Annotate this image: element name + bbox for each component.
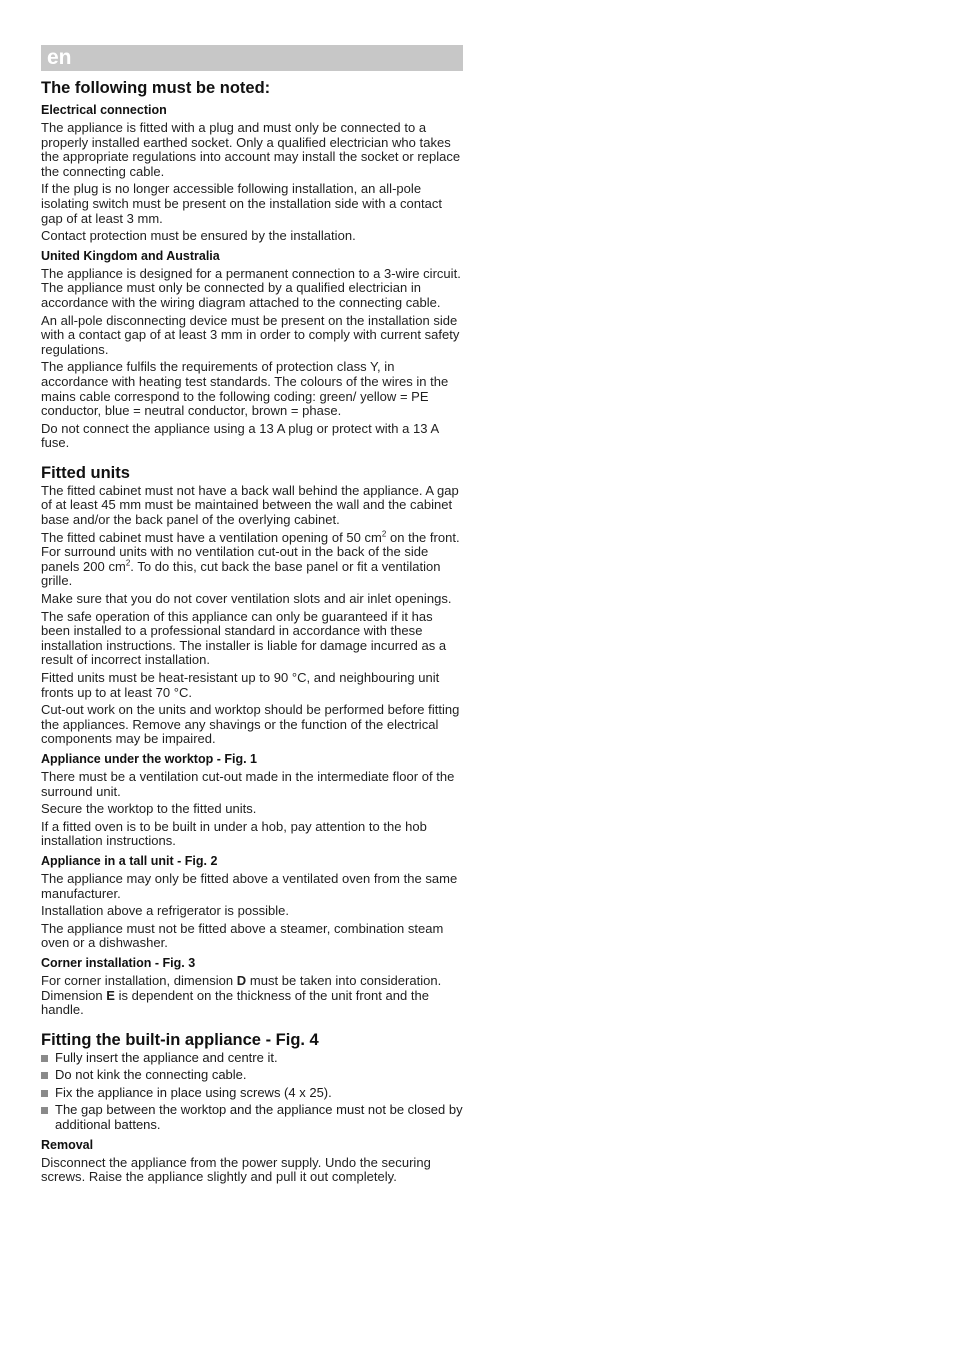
uk-paragraph-4: Do not connect the appliance using a 13 A plug or protect with a 13 A fuse. — [41, 420, 439, 451]
list-item-text: The gap between the worktop and the appliance must not be closed by additional battens. — [55, 1102, 463, 1133]
fitted-paragraph-5: Fitted units must be heat-resistant up to 90 °C, and neighbouring unit fronts up to at least 70 °C. — [41, 670, 440, 700]
uk-paragraph-2: An all-pole disconnecting device must be present on the installation side with a contact gap of at least 3 mm in order to comply with current safety regulations. — [41, 312, 460, 357]
superscript-2: 2 — [381, 529, 387, 539]
superscript-2b: 2 — [125, 558, 131, 568]
corner-p1-part-b: must be taken into consideration. Dimension — [41, 972, 442, 1003]
square-bullet-icon — [41, 1072, 48, 1079]
corner-p1-part-a: For corner installation, dimension — [41, 972, 237, 988]
uk-paragraph-3: The appliance fulfils the requirements of protection class Y, in accordance with heating test standards. The colours of the wires in the mains cable correspond to the following coding: green/ yellow = PE conductor, blue = neutral conductor, brown = phase. — [41, 359, 449, 419]
corner-paragraph-1 — [41, 974, 465, 1018]
list-item-text: Do not kink the connecting cable. — [55, 1067, 247, 1083]
removal-paragraph-1: Disconnect the appliance from the power supply. Undo the securing screws. Raise the appliance slightly and pull it out completely. — [41, 1154, 431, 1185]
list-item — [41, 1086, 465, 1101]
fitted-p2-part-c: . To do this, cut back the base panel or fit a ventilation grille. — [41, 558, 441, 589]
language-bar — [41, 45, 463, 71]
corner-p1-part-c: is dependent on the thickness of the unit front and the handle. — [41, 987, 429, 1018]
electrical-paragraph-3: Contact protection must be ensured by the installation. — [41, 228, 356, 244]
tall-unit-paragraph-2: Installation above a refrigerator is possible. — [41, 903, 290, 919]
tall-unit-paragraph-1: The appliance may only be fitted above a ventilated oven from the same manufacturer. — [41, 870, 458, 901]
corner-heading: Corner installation - Fig. 3 — [41, 955, 196, 970]
fitted-p2-part-b: on the front. For surround units with no ventilation cut-out in the back of the side panels 200 cm — [41, 529, 460, 574]
fitting-steps-list — [41, 1051, 465, 1133]
under-worktop-paragraph-2: Secure the worktop to the fitted units. — [41, 801, 257, 817]
list-item-text: Fix the appliance in place using screws (4 x 25). — [55, 1084, 332, 1100]
tall-unit-paragraph-3: The appliance must not be fitted above a steamer, combination steam oven or a dishwasher. — [41, 920, 444, 951]
list-item — [41, 1103, 465, 1132]
dimension-e: E — [106, 987, 115, 1003]
fitted-paragraph-1: The fitted cabinet must not have a back wall behind the appliance. A gap of at least 45 mm must be maintained between the wall and the cabinet base and/or the back panel of the overlying cabinet. — [41, 482, 459, 528]
electrical-paragraph-1: The appliance is fitted with a plug and must only be connected to a properly installed earthed socket. Only a qualified electrician who takes the appropriate regulations into account may install the socket or replace the connecting cable. — [41, 120, 461, 179]
under-worktop-paragraph-1: There must be a ventilation cut-out made in the intermediate floor of the surround unit. — [41, 768, 455, 799]
fitting-heading: Fitting the built-in appliance - Fig. 4 — [41, 1030, 319, 1049]
uk-paragraph-1: The appliance is designed for a permanent connection to a 3-wire circuit. The appliance must only be connected by a qualified electrician in accordance with the wiring diagram attached to the connecting cable. — [41, 265, 461, 310]
fitted-paragraph-6: Cut-out work on the units and worktop should be performed before fitting the appliances. Remove any shavings or the function of the electrical components may be impaired. — [41, 702, 460, 747]
fitted-paragraph-3: Make sure that you do not cover ventilation slots and air inlet openings. — [41, 591, 452, 607]
square-bullet-icon — [41, 1090, 48, 1097]
under-worktop-paragraph-3: If a fitted oven is to be built in under a hob, pay attention to the hob installation instructions. — [41, 818, 427, 849]
removal-heading: Removal — [41, 1137, 94, 1152]
list-item-text: Fully insert the appliance and centre it. — [55, 1049, 278, 1065]
content-column — [41, 78, 465, 1188]
fitted-paragraph-4: The safe operation of this appliance can only be guaranteed if it has been installed to a professional standard in accordance with these installation instructions. The installer is liable for damage incurred as a result of incorrect installation. — [41, 608, 447, 668]
fitted-paragraph-2 — [41, 531, 465, 589]
fitted-units-heading: Fitted units — [41, 463, 130, 482]
dimension-d: D — [236, 972, 247, 988]
main-heading: The following must be noted: — [41, 79, 271, 97]
electrical-heading: Electrical connection — [41, 103, 167, 117]
list-item — [41, 1051, 465, 1066]
language-code: en — [47, 46, 72, 69]
electrical-paragraph-2: If the plug is no longer accessible following installation, an all-pole isolating switch must be present on the installation side with a contact gap of at least 3 mm. — [41, 181, 443, 226]
uk-heading: United Kingdom and Australia — [41, 248, 220, 263]
fitted-p2-part-a: The fitted cabinet must have a ventilation opening of 50 cm — [41, 529, 382, 545]
square-bullet-icon — [41, 1055, 48, 1062]
list-item — [41, 1068, 465, 1083]
tall-unit-heading: Appliance in a tall unit - Fig. 2 — [41, 853, 218, 868]
square-bullet-icon — [41, 1107, 48, 1114]
under-worktop-heading: Appliance under the worktop - Fig. 1 — [41, 751, 257, 766]
